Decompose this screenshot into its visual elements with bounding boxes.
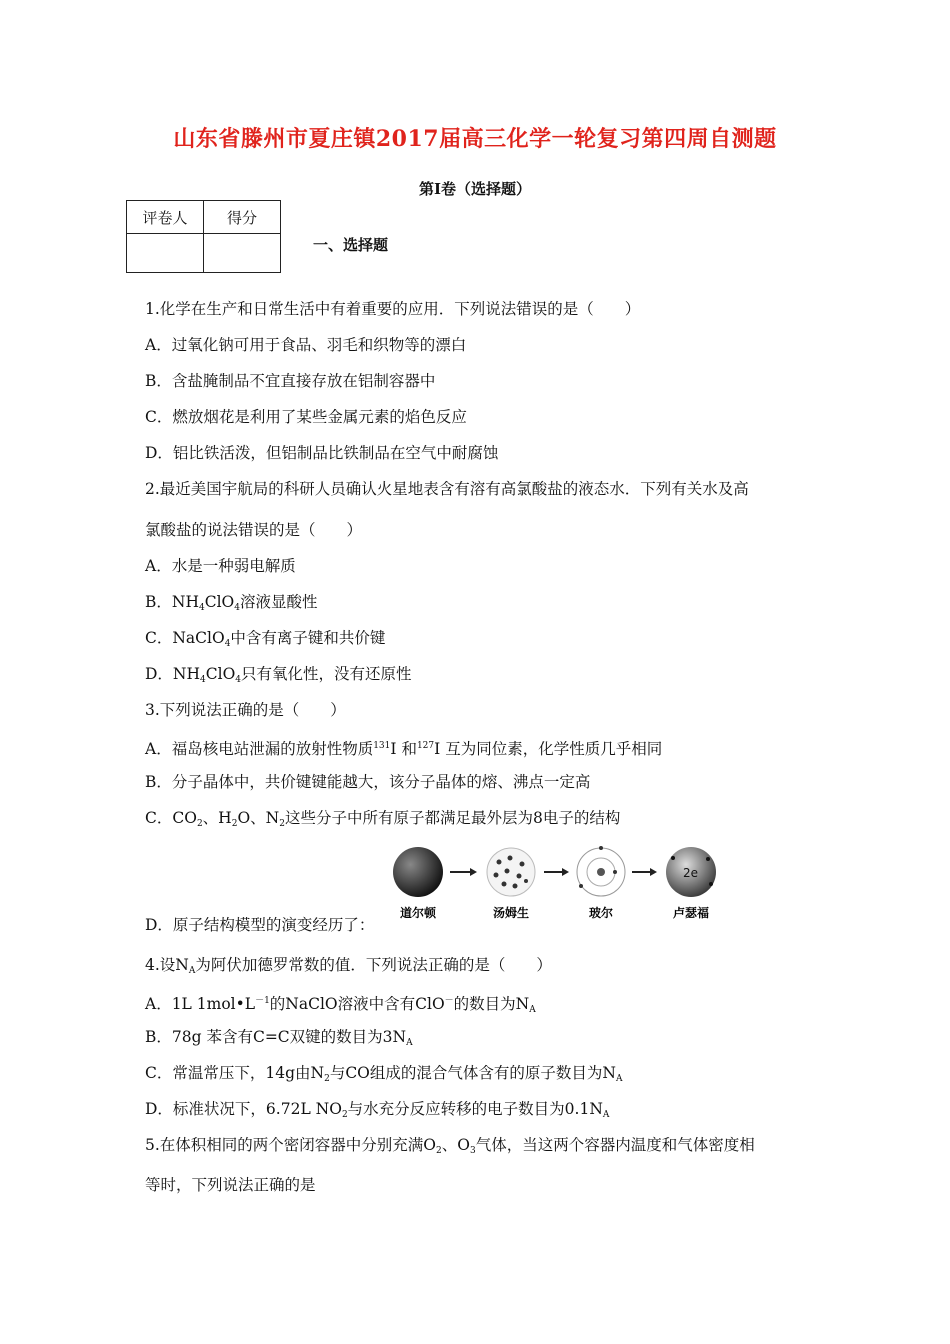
arrow-icon [544,868,569,876]
q4-option-a: A．1L $1mol•L^{-1}$的NaClO溶液中含有ClO－的数目为$N_A$ [145,995,536,1015]
score-cell[interactable] [204,234,281,273]
q3-option-d: D．原子结构模型的演变经历了： [145,916,375,934]
page-title: 山东省滕州市夏庄镇2017届高三化学一轮复习第四周自测题 [173,126,777,152]
model-label-thomson: 汤姆生 [492,906,530,920]
q4-option-c: C．常温常压下，14g由$N_2$与CO组成的混合气体含有的原子数目为$N_A$ [145,1064,623,1084]
q1-option-b: B．含盐腌制品不宜直接存放在铝制容器中 [145,372,436,390]
model-label-bohr: 玻尔 [588,906,614,920]
q4-option-b: B．78g 苯含有C=C双键的数目为$3N_A$ [145,1028,413,1048]
arrow-icon [632,868,657,876]
q2-option-c: C．NaClO$_4$中含有离子键和共价键 [145,629,386,649]
q3-option-b: B．分子晶体中，共价键键能越大，该分子晶体的熔、沸点一定高 [145,773,591,791]
svg-text:2e: 2e [683,866,699,880]
q5-stem-line2: 等时，下列说法正确的是 [145,1176,316,1194]
atom-models-figure [386,842,726,922]
dalton-model-icon [393,847,443,897]
q5-stem-line1: 5.在体积相同的两个密闭容器中分别充满$O_2$、$O_3$气体，当这两个容器内温度和气体密度相 [145,1136,755,1156]
model-label-rutherford: 卢瑟福 [672,906,710,920]
part-heading: 一、选择题 [313,236,389,254]
q2-option-b: B．$NH_4ClO_4$溶液显酸性 [145,593,318,613]
model-label-dalton: 道尔顿 [399,906,437,920]
rutherford-model-icon [666,847,716,897]
score-header: 得分 [204,201,281,234]
grader-header: 评卷人 [127,201,204,234]
section-heading: 第Ⅰ卷（选择题） [418,180,532,198]
score-table [126,200,281,273]
q3-option-c: C．$CO_2$、$H_2O$、$N_2$这些分子中所有原子都满足最外层为8电子的结构 [145,809,621,829]
grader-cell[interactable] [127,234,204,273]
q2-stem-line2: 氯酸盐的说法错误的是（ ） [145,521,363,539]
q4-option-d: D．标准状况下，6.72L $NO_2$与水充分反应转移的电子数目为$0.1N_A$ [145,1100,610,1120]
q2-option-d: D．$NH_4ClO_4$只有氧化性，没有还原性 [145,665,412,685]
q1-option-c: C．燃放烟花是利用了某些金属元素的焰色反应 [145,408,467,426]
q3-stem: 3.下列说法正确的是（ ） [145,701,346,719]
arrow-icon [450,868,477,876]
q3-option-a: A．福岛核电站泄漏的放射性物质$^{131}$I 和$^{127}$I 互为同位素，化学性质几乎相同 [145,740,663,758]
q2-option-a: A．水是一种弱电解质 [145,557,296,575]
q1-option-d: D．铝比铁活泼，但铝制品比铁制品在空气中耐腐蚀 [145,444,499,462]
q1-option-a: A．过氧化钠可用于食品、羽毛和织物等的漂白 [145,336,467,354]
thomson-model-icon [487,848,535,896]
q2-stem-line1: 2.最近美国宇航局的科研人员确认火星地表含有溶有高氯酸盐的液态水．下列有关水及高 [145,480,749,498]
q1-stem: 1.化学在生产和日常生活中有着重要的应用．下列说法错误的是（ ） [145,300,641,318]
bohr-model-icon [577,846,625,896]
q4-stem: 4.设$N_A$为阿伏加德罗常数的值．下列说法正确的是（ ） [145,956,552,976]
